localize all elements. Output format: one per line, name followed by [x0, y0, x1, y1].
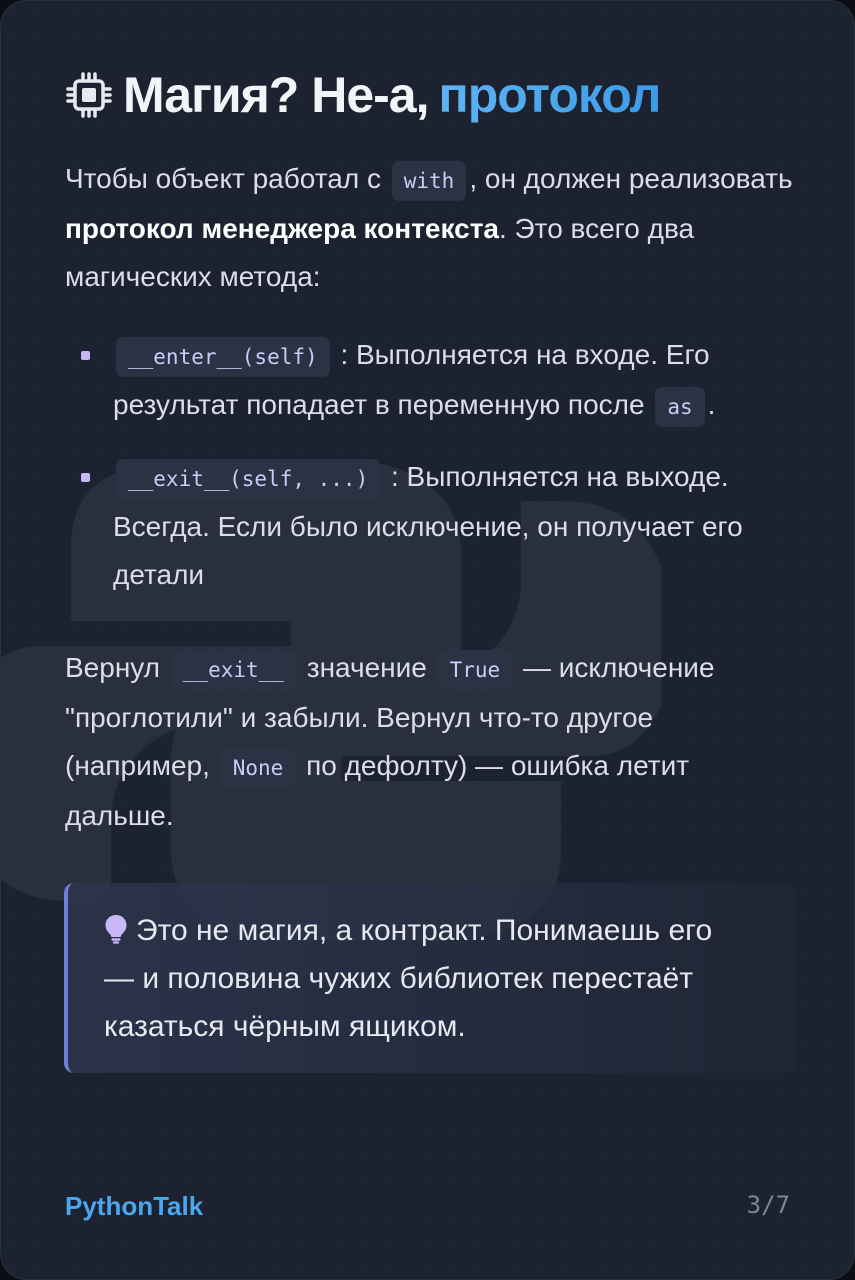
- para2-text-3: — исключение "проглотили" и забыли. Вернул что-то другое (например,: [65, 652, 715, 781]
- brand-name: PythonTalk: [65, 1191, 204, 1221]
- title-accent: протокол: [438, 67, 661, 123]
- chip-icon: [65, 71, 113, 119]
- bullet-icon: [81, 351, 90, 360]
- exit-description: : Выполняется на выходе. Всегда. Если было исключение, он получает его детали: [113, 461, 743, 590]
- intro-text-1: Чтобы объект работал с: [65, 163, 381, 194]
- intro-bold: протокол менеджера контекста: [65, 213, 499, 244]
- bullet-icon: [81, 473, 90, 482]
- code-enter: __enter__(self): [116, 337, 330, 377]
- para2-text-1: Вернул: [65, 652, 161, 683]
- list-item-exit: [65, 453, 805, 599]
- code-with: with: [392, 161, 467, 201]
- tip-content: [104, 907, 724, 1051]
- tip-text: Это не магия, а контракт. Понимаешь его — и половина чужих библиотек перестаёт казаться чёрным ящиком.: [104, 914, 713, 1043]
- intro-paragraph: [65, 155, 795, 301]
- enter-description: : Выполняется на входе. Его результат попадает в переменную после: [113, 339, 710, 420]
- enter-period: .: [707, 389, 716, 420]
- intro-text-3: . Это всего два магических метода:: [65, 213, 695, 292]
- code-true: True: [438, 650, 513, 690]
- return-value-paragraph: [65, 644, 805, 840]
- lightbulb-icon: [104, 914, 128, 944]
- slide-title: [65, 63, 660, 127]
- code-exit-signature: __exit__(self, ...): [116, 459, 380, 499]
- para2-text-2: значение: [306, 652, 427, 683]
- page-indicator: 3/7: [746, 1191, 790, 1219]
- methods-list: [65, 331, 805, 621]
- code-none: None: [221, 748, 296, 788]
- title-main: Магия? Не-а,: [123, 67, 429, 123]
- list-item-enter: [65, 331, 805, 431]
- intro-text-2: , он должен реализовать: [469, 163, 793, 194]
- code-as: as: [655, 387, 704, 427]
- code-exit: __exit__: [171, 650, 296, 690]
- tip-callout: [64, 883, 796, 1073]
- para2-text-4: по дефолту) — ошибка летит дальше.: [65, 750, 690, 831]
